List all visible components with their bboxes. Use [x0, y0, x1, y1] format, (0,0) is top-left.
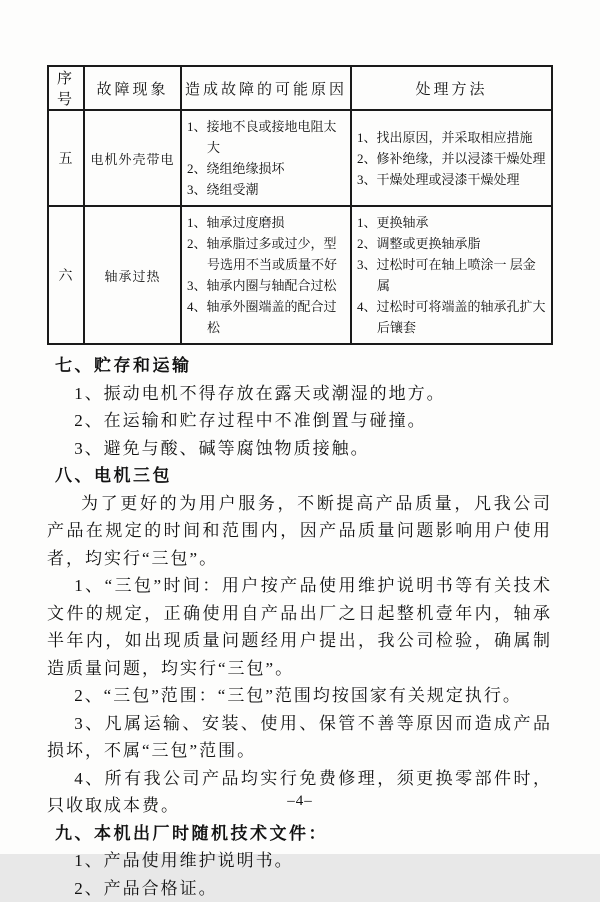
header-fault-phenomenon: 故障现象 [84, 66, 181, 110]
cause-list [181, 110, 351, 206]
solution-list [351, 110, 552, 206]
body-sections [47, 352, 552, 902]
header-possible-cause: 造成故障的可能原因 [181, 66, 351, 110]
solution-item: 2、修补绝缘，并以浸漆干燥处理 [357, 148, 547, 169]
table-row [48, 110, 552, 206]
header-serial-number: 序号 [48, 66, 84, 110]
section-item: 2、“三包”范围：“三包”范围均按国家有关规定执行。 [47, 682, 552, 710]
section-title: 八、电机三包 [47, 462, 552, 490]
header-treatment-method: 处理方法 [351, 66, 552, 110]
section-item: 2、产品合格证。 [47, 875, 552, 902]
table-row [48, 206, 552, 344]
solution-item: 1、更换轴承 [357, 212, 547, 233]
cause-item: 1、轴承过度磨损 [187, 212, 346, 233]
section-item: 1、振动电机不得存放在露天或潮湿的地方。 [47, 380, 552, 408]
table-header-row [48, 66, 552, 110]
section-intro: 为了更好的为用户服务，不断提高产品质量，凡我公司产品在规定的时间和范围内，因产品质量问题影响用户使用者，均实行“三包”。 [47, 490, 552, 573]
fault-phenomenon: 电机外壳带电 [84, 110, 181, 206]
section-item: 2、在运输和贮存过程中不准倒置与碰撞。 [47, 407, 552, 435]
fault-phenomenon: 轴承过热 [84, 206, 181, 344]
section-included-documents [47, 820, 552, 902]
section-title: 七、贮存和运输 [47, 352, 552, 380]
solution-item: 3、干燥处理或浸漆干燥处理 [357, 169, 547, 190]
cause-item: 1、接地不良或接地电阻太大 [187, 116, 346, 158]
section-item: 1、产品使用维护说明书。 [47, 847, 552, 875]
cause-item: 3、绕组受潮 [187, 179, 346, 200]
solution-list [351, 206, 552, 344]
solution-item: 4、过松时可将端盖的轴承孔扩大后镶套 [357, 296, 547, 338]
solution-item: 3、过松时可在轴上喷涂一 层金属 [357, 254, 547, 296]
section-item: 4、所有我公司产品均实行免费修理，须更换零部件时，只收取成本费。 [47, 765, 552, 820]
row-index: 六 [48, 206, 84, 344]
section-item: 3、凡属运输、安装、使用、保管不善等原因而造成产品损坏，不属“三包”范围。 [47, 710, 552, 765]
section-item: 3、避免与酸、碱等腐蚀物质接触。 [47, 435, 552, 463]
fault-diagnosis-table [47, 65, 553, 345]
section-title: 九、本机出厂时随机技术文件： [47, 820, 552, 848]
cause-item: 2、轴承脂过多或过少，型号选用不当或质量不好 [187, 233, 346, 275]
row-index: 五 [48, 110, 84, 206]
cause-item: 3、轴承内圈与轴配合过松 [187, 275, 346, 296]
cause-item: 4、轴承外圈端盖的配合过松 [187, 296, 346, 338]
section-item: 1、“三包”时间：用户按产品使用维护说明书等有关技术文件的规定，正确使用自产品出厂之日起整机壹年内，轴承半年内，如出现质量问题经用户提出，我公司检验，确属制造质量问题，均实行“三包”。 [47, 572, 552, 682]
cause-list [181, 206, 351, 344]
page-content [47, 65, 552, 902]
solution-item: 2、调整或更换轴承脂 [357, 233, 547, 254]
page-number: –4– [0, 793, 600, 810]
section-motor-warranty [47, 462, 552, 820]
section-storage-transport [47, 352, 552, 462]
solution-item: 1、找出原因，并采取相应措施 [357, 127, 547, 148]
cause-item: 2、绕组绝缘损坏 [187, 158, 346, 179]
